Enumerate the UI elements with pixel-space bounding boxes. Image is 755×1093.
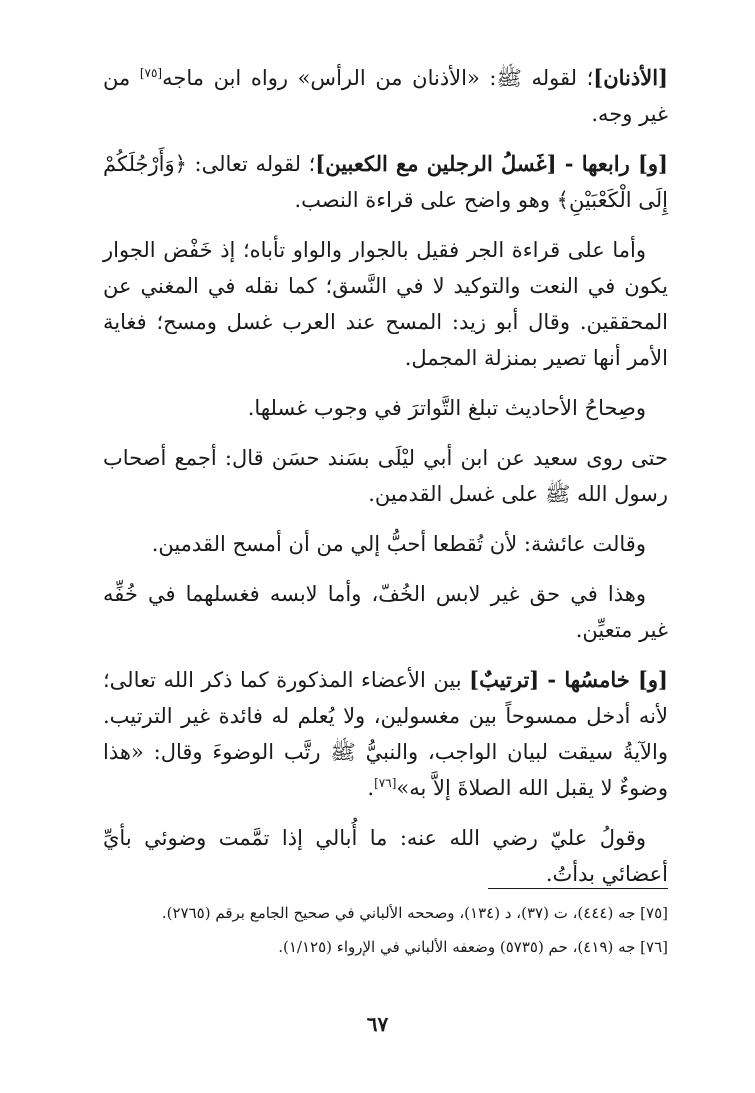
footnotes (103, 900, 668, 968)
paragraph-text: وأما على قراءة الجر فقيل بالجوار والواو تأباه؛ إذ خَفْض الجوار يكون في النعت والتوكيد لا في النَّسق؛ كما نقله في المغني عن المحققين. وقال أبو زيد: المسح عند العرب غسل ومسح؛ فغاية الأمر أنها تصير بمنزلة المجمل. (103, 238, 668, 370)
paragraph-text: وصِحاحُ الأحاديث تبلغ التَّواترَ في وجوب غسلها. (247, 396, 646, 420)
paragraph-text: وقالت عائشة: لأن تُقطعا أحبُّ إلي من أن أمسح القدمين. (151, 532, 646, 556)
paragraph-khuff (103, 576, 668, 648)
paragraph-text: وهذا في حق غير لابس الخُفّ، وأما لابسه فغسلهما في خُفِّه غير متعيِّن. (103, 582, 668, 642)
paragraph-order (103, 662, 668, 806)
footnote-ref-76[interactable]: [٧٦] (374, 776, 397, 790)
section-heading: [و] رابعها - [غَسلُ الرجلين مع الكعبين] (315, 151, 668, 176)
paragraph-text: ؛ لقوله ﷺ: «الأذنان من الرأس» رواه ابن ماجه (162, 66, 594, 90)
main-text (103, 60, 668, 906)
paragraph-tail: . (367, 776, 375, 800)
paragraph-sahih-hadith (103, 390, 668, 426)
paragraph-jarr-reading (103, 232, 668, 376)
page-number: ٦٧ (366, 1012, 389, 1036)
paragraph-washing-feet (103, 146, 668, 218)
footnote-divider (488, 888, 668, 889)
paragraph-text: ؛ لقوله تعالى: ﴿وَأَرْجُلَكُمْ إِلَى الْكَعْبَيْنِ﴾ وهو واضح على قراءة النصب. (103, 152, 668, 212)
section-heading: [الأذنان] (593, 65, 668, 90)
paragraph-text: حتى روى سعيد عن ابن أبي ليْلَى بسَند حسَن قال: أجمع أصحاب رسول الله ﷺ على غسل القدمين. (103, 446, 668, 506)
footnote-75: [٧٥] جه (٤٤٤)، ت (٣٧)، د (١٣٤)، وصححه الألباني في صحيح الجامع برقم (٢٧٦٥). (161, 904, 668, 922)
paragraph-text: بين الأعضاء المذكورة كما ذكر الله تعالى؛ لأنه أدخل ممسوحاً بين مغسولين، ولا يُعلم له فائدة غير الترتيب. والآيةُ سيقت لبيان الواجب، والنبيُّ ﷺ رتَّب الوضوءَ وقال: «هذا وضوءٌ لا يقبل الله الصلاةَ إلاَّ به» (103, 668, 668, 800)
paragraph-said-narration (103, 440, 668, 512)
paragraph-tail: من غير وجه. (103, 66, 668, 126)
section-heading: [و] خامسُها - [ترتيبٌ] (469, 667, 668, 692)
footnote-ref-75[interactable]: [٧٥] (139, 66, 163, 80)
paragraph-text: وقولُ عليّ رضي الله عنه: ما أُبالي إذا تمَّمت وضوئي بأيِّ أعضائي بدأتُ. (103, 826, 668, 886)
paragraph-ali (103, 820, 668, 892)
paragraph-aisha (103, 526, 668, 562)
paragraph-ears (103, 60, 668, 132)
footnote-76: [٧٦] جه (٤١٩)، حم (٥٧٣٥) وضعفه الألباني في الإرواء (١/١٢٥). (278, 938, 668, 956)
